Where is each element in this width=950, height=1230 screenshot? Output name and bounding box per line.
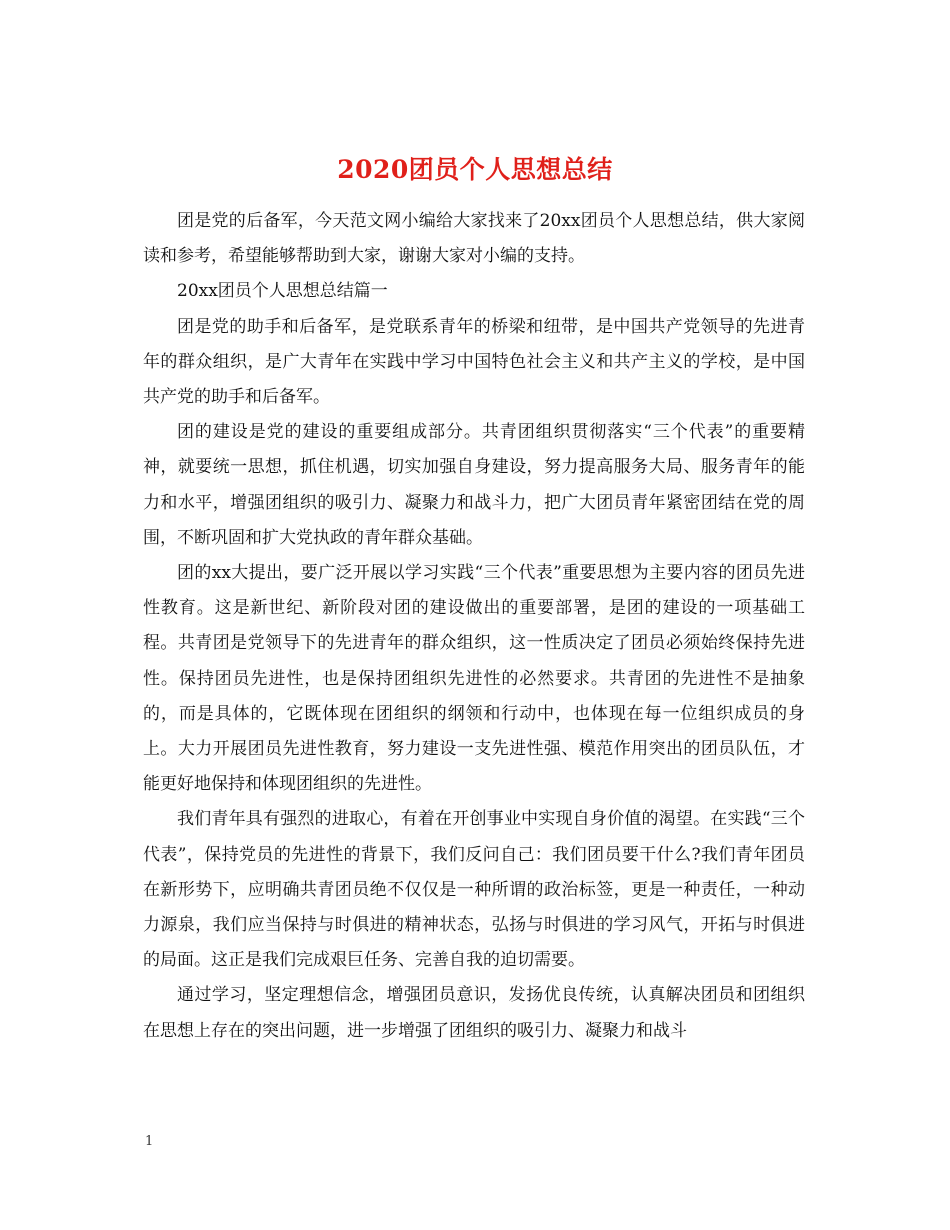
paragraph-youth: 我们青年具有强烈的进取心，有着在开创事业中实现自身价值的渴望。在实践“三个代表”，保持党员的先进性的背景下，我们反问自己：我们团员要干什么?我们青年团员在新形势下，应明确共青团员绝不仅仅是一种所谓的政治标签，更是一种责任，一种动力源泉，我们应当保持与时俱进的精神状态，弘扬与时俱进的学习风气，开拓与时俱进的局面。这正是我们完成艰巨任务、完善自我的迫切需要。 bbox=[143, 809, 805, 971]
paragraph-role: 团是党的助手和后备军，是党联系青年的桥梁和纽带，是中国共产党领导的先进青年的群众组织，是广大青年在实践中学习中国特色社会主义和共产主义的学校，是中国共产党的助手和后备军。 bbox=[143, 316, 805, 408]
paragraph-study: 通过学习，坚定理想信念，增强团员意识，发扬优良传统，认真解决团员和团组织在思想上存在的突出问题，进一步增强了团组织的吸引力、凝聚力和战斗 bbox=[143, 985, 805, 1041]
document-body bbox=[143, 204, 805, 1049]
page-number: 1 bbox=[145, 1134, 154, 1149]
section-heading: 20xx团员个人思想总结篇一 bbox=[177, 281, 388, 302]
paragraph-education: 团的xx大提出，要广泛开展以学习实践“三个代表”重要思想为主要内容的团员先进性教育。这是新世纪、新阶段对团的建设做出的重要部署，是团的建设的一项基础工程。共青团是党领导下的先进青年的群众组织，这一性质决定了团员必须始终保持先进性。保持团员先进性，也是保持团组织先进性的必然要求。共青团的先进性不是抽象的，而是具体的，它既体现在团组织的纲领和行动中，也体现在每一位组织成员的身上。大力开展团员先进性教育，努力建设一支先进性强、模范作用突出的团员队伍，才能更好地保持和体现团组织的先进性。 bbox=[143, 563, 805, 795]
document-title: 2020团员个人思想总结 bbox=[337, 154, 613, 184]
paragraph-intro: 团是党的后备军，今天范文网小编给大家找来了20xx团员个人思想总结，供大家阅读和参考，希望能够帮助到大家，谢谢大家对小编的支持。 bbox=[143, 211, 805, 267]
paragraph-construction: 团的建设是党的建设的重要组成部分。共青团组织贯彻落实“三个代表”的重要精神，就要统一思想，抓住机遇，切实加强自身建设，努力提高服务大局、服务青年的能力和水平，增强团组织的吸引力、凝聚力和战斗力，把广大团员青年紧密团结在党的周围，不断巩固和扩大党执政的青年群众基础。 bbox=[143, 422, 805, 548]
